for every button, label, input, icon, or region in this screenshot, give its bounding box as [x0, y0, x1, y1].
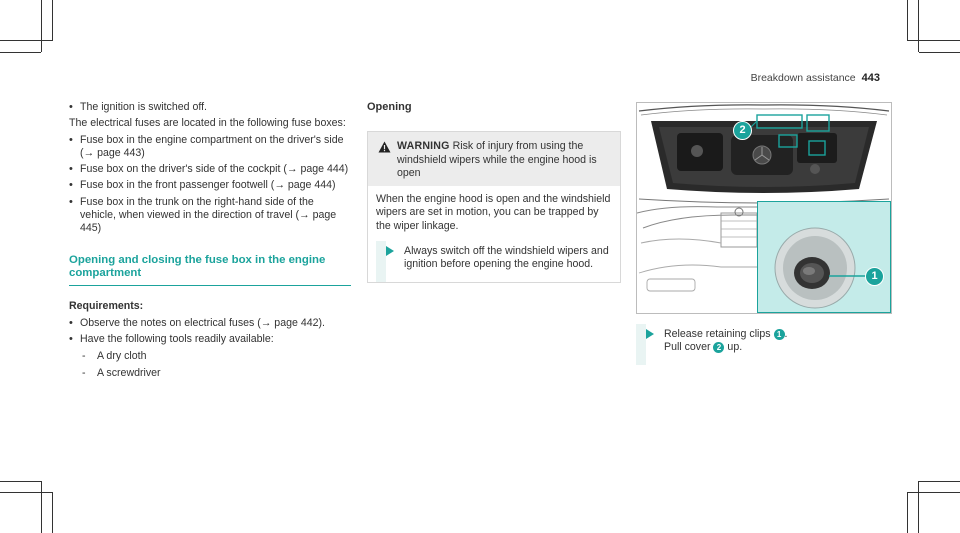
warning-icon — [378, 141, 391, 153]
section-name: Breakdown assistance — [750, 72, 856, 84]
callout-1-badge: 1 — [865, 267, 884, 286]
crop-mark — [0, 52, 41, 53]
crop-mark — [0, 40, 52, 41]
fuse-box-list — [69, 134, 351, 236]
page-header — [0, 72, 880, 84]
release-step-item — [636, 328, 892, 355]
fuse-box-item[interactable]: • Fuse box in the engine compartment on the driver's side (→ page 443) — [69, 134, 351, 161]
warning-step — [376, 245, 620, 272]
step-text-punct: . — [784, 328, 788, 340]
callout-2-badge: 2 — [733, 121, 752, 140]
requirements-list — [69, 317, 351, 380]
crop-mark — [907, 0, 908, 41]
crop-mark — [907, 492, 908, 533]
step-bar — [636, 324, 646, 365]
crop-mark — [919, 52, 960, 53]
step-arrow-icon — [646, 329, 654, 339]
column-left — [69, 101, 351, 384]
crop-mark — [0, 481, 41, 482]
crop-mark — [41, 481, 42, 533]
step-text-up: up. — [727, 341, 743, 354]
crop-mark — [41, 0, 42, 52]
warning-step-text: Always switch off the windshield wipers and ignition before opening the engine hood. — [404, 245, 609, 271]
crop-mark — [52, 492, 53, 533]
column-middle — [367, 101, 623, 283]
crop-mark — [908, 492, 960, 493]
tool-item: - A screwdriver — [80, 367, 351, 380]
crop-mark — [52, 0, 53, 41]
engine-illustration — [637, 103, 891, 313]
fuse-box-item[interactable]: • Fuse box in the trunk on the right-hand side of the vehicle, when viewed in the direction of travel (→ page 445) — [69, 196, 351, 236]
warning-text: Risk of injury from using the windshield wipers while the engine hood is open — [397, 140, 597, 179]
intro-text: The electrical fuses are located in the following fuse boxes: — [69, 117, 346, 130]
fuse-box-item[interactable]: • Fuse box in the front passenger footwell (→ page 444) — [69, 179, 351, 192]
section-title: Opening and closing the fuse box in the engine compartment — [69, 254, 351, 286]
requirements-label: Requirements: — [69, 299, 144, 312]
crop-mark — [919, 481, 960, 482]
warning-header — [368, 132, 620, 186]
callout-1-inline: 1 — [774, 329, 785, 340]
crop-mark — [908, 40, 960, 41]
crop-mark — [918, 0, 919, 52]
warning-detail: When the engine hood is open and the windshield wipers are set in motion, you can be trapped by the wiper linkage. — [376, 193, 611, 232]
crop-mark — [918, 481, 919, 533]
bullet-item: • The ignition is switched off. — [69, 101, 351, 114]
step-text-pull: Pull cover — [664, 341, 711, 354]
crop-mark — [0, 492, 52, 493]
tool-item: - A dry cloth — [80, 350, 351, 363]
opening-heading: Opening — [367, 101, 412, 113]
step-bar — [376, 241, 386, 282]
step-text-release: Release retaining clips — [664, 328, 771, 340]
callout-2-inline: 2 — [713, 342, 724, 353]
requirement-item: • Have the following tools readily available: — [69, 333, 351, 346]
warning-label: WARNING — [397, 140, 450, 153]
warning-box — [367, 131, 621, 282]
engine-compartment-figure — [636, 102, 892, 314]
step-arrow-icon — [386, 246, 394, 256]
requirement-item[interactable]: • Observe the notes on electrical fuses (→ page 442). — [69, 317, 351, 330]
page-number: 443 — [861, 72, 880, 84]
release-step — [636, 322, 892, 365]
fuse-box-item[interactable]: • Fuse box on the driver's side of the cockpit (→ page 444) — [69, 163, 351, 176]
